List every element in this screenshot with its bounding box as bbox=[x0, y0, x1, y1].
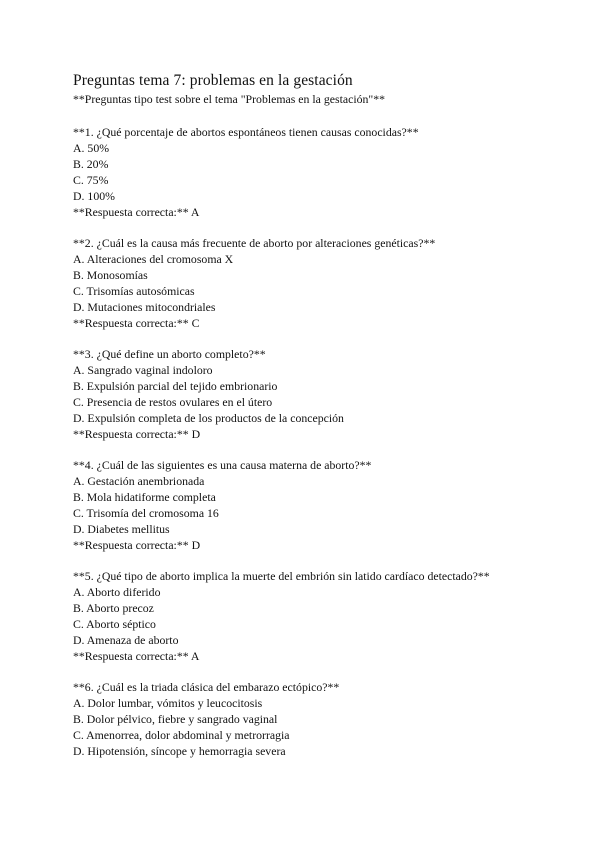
question-text: **2. ¿Cuál es la causa más frecuente de aborto por alteraciones genéticas?** bbox=[73, 236, 436, 250]
answer-option: D. Diabetes mellitus bbox=[73, 522, 170, 536]
answer-option: C. Trisomías autosómicas bbox=[73, 284, 195, 298]
answer-option: B. Dolor pélvico, fiebre y sangrado vaginal bbox=[73, 712, 278, 726]
question-text: **6. ¿Cuál es la triada clásica del embarazo ectópico?** bbox=[73, 680, 340, 694]
answer-option: D. Hipotensión, síncope y hemorragia severa bbox=[73, 744, 286, 758]
question-text: **1. ¿Qué porcentaje de abortos espontáneos tienen causas conocidas?** bbox=[73, 125, 419, 139]
answer-option: D. Mutaciones mitocondriales bbox=[73, 300, 216, 314]
answer-option: C. Amenorrea, dolor abdominal y metrorragia bbox=[73, 728, 290, 742]
page-subtitle: **Preguntas tipo test sobre el tema "Problemas en la gestación"** bbox=[73, 92, 386, 106]
answer-option: C. Aborto séptico bbox=[73, 617, 156, 631]
answer-option: C. 75% bbox=[73, 173, 109, 187]
question-text: **3. ¿Qué define un aborto completo?** bbox=[73, 347, 266, 361]
question-list bbox=[73, 124, 553, 774]
answer-option: B. Monosomías bbox=[73, 268, 148, 282]
answer-option: B. 20% bbox=[73, 157, 109, 171]
answer-option: B. Aborto precoz bbox=[73, 601, 154, 615]
answer-option: D. 100% bbox=[73, 189, 115, 203]
correct-answer: **Respuesta correcta:** D bbox=[73, 427, 201, 441]
question-block bbox=[73, 457, 553, 553]
correct-answer: **Respuesta correcta:** A bbox=[73, 649, 200, 663]
answer-option: B. Mola hidatiforme completa bbox=[73, 490, 216, 504]
question-block bbox=[73, 679, 553, 759]
correct-answer: **Respuesta correcta:** C bbox=[73, 316, 200, 330]
answer-option: A. Aborto diferido bbox=[73, 585, 161, 599]
answer-option: A. Dolor lumbar, vómitos y leucocitosis bbox=[73, 696, 263, 710]
question-block bbox=[73, 124, 553, 220]
question-block bbox=[73, 235, 553, 331]
question-block bbox=[73, 346, 553, 442]
answer-option: D. Amenaza de aborto bbox=[73, 633, 179, 647]
answer-option: C. Trisomía del cromosoma 16 bbox=[73, 506, 219, 520]
question-text: **5. ¿Qué tipo de aborto implica la muerte del embrión sin latido cardíaco detectado?** bbox=[73, 569, 490, 583]
page-title: Preguntas tema 7: problemas en la gestación bbox=[73, 72, 353, 89]
answer-option: A. Sangrado vaginal indoloro bbox=[73, 363, 213, 377]
answer-option: A. 50% bbox=[73, 141, 110, 155]
answer-option: B. Expulsión parcial del tejido embrionario bbox=[73, 379, 278, 393]
correct-answer: **Respuesta correcta:** A bbox=[73, 205, 200, 219]
answer-option: D. Expulsión completa de los productos de la concepción bbox=[73, 411, 344, 425]
answer-option: C. Presencia de restos ovulares en el útero bbox=[73, 395, 273, 409]
answer-option: A. Gestación anembrionada bbox=[73, 474, 205, 488]
question-block bbox=[73, 568, 553, 664]
answer-option: A. Alteraciones del cromosoma X bbox=[73, 252, 234, 266]
question-text: **4. ¿Cuál de las siguientes es una causa materna de aborto?** bbox=[73, 458, 372, 472]
correct-answer: **Respuesta correcta:** D bbox=[73, 538, 201, 552]
